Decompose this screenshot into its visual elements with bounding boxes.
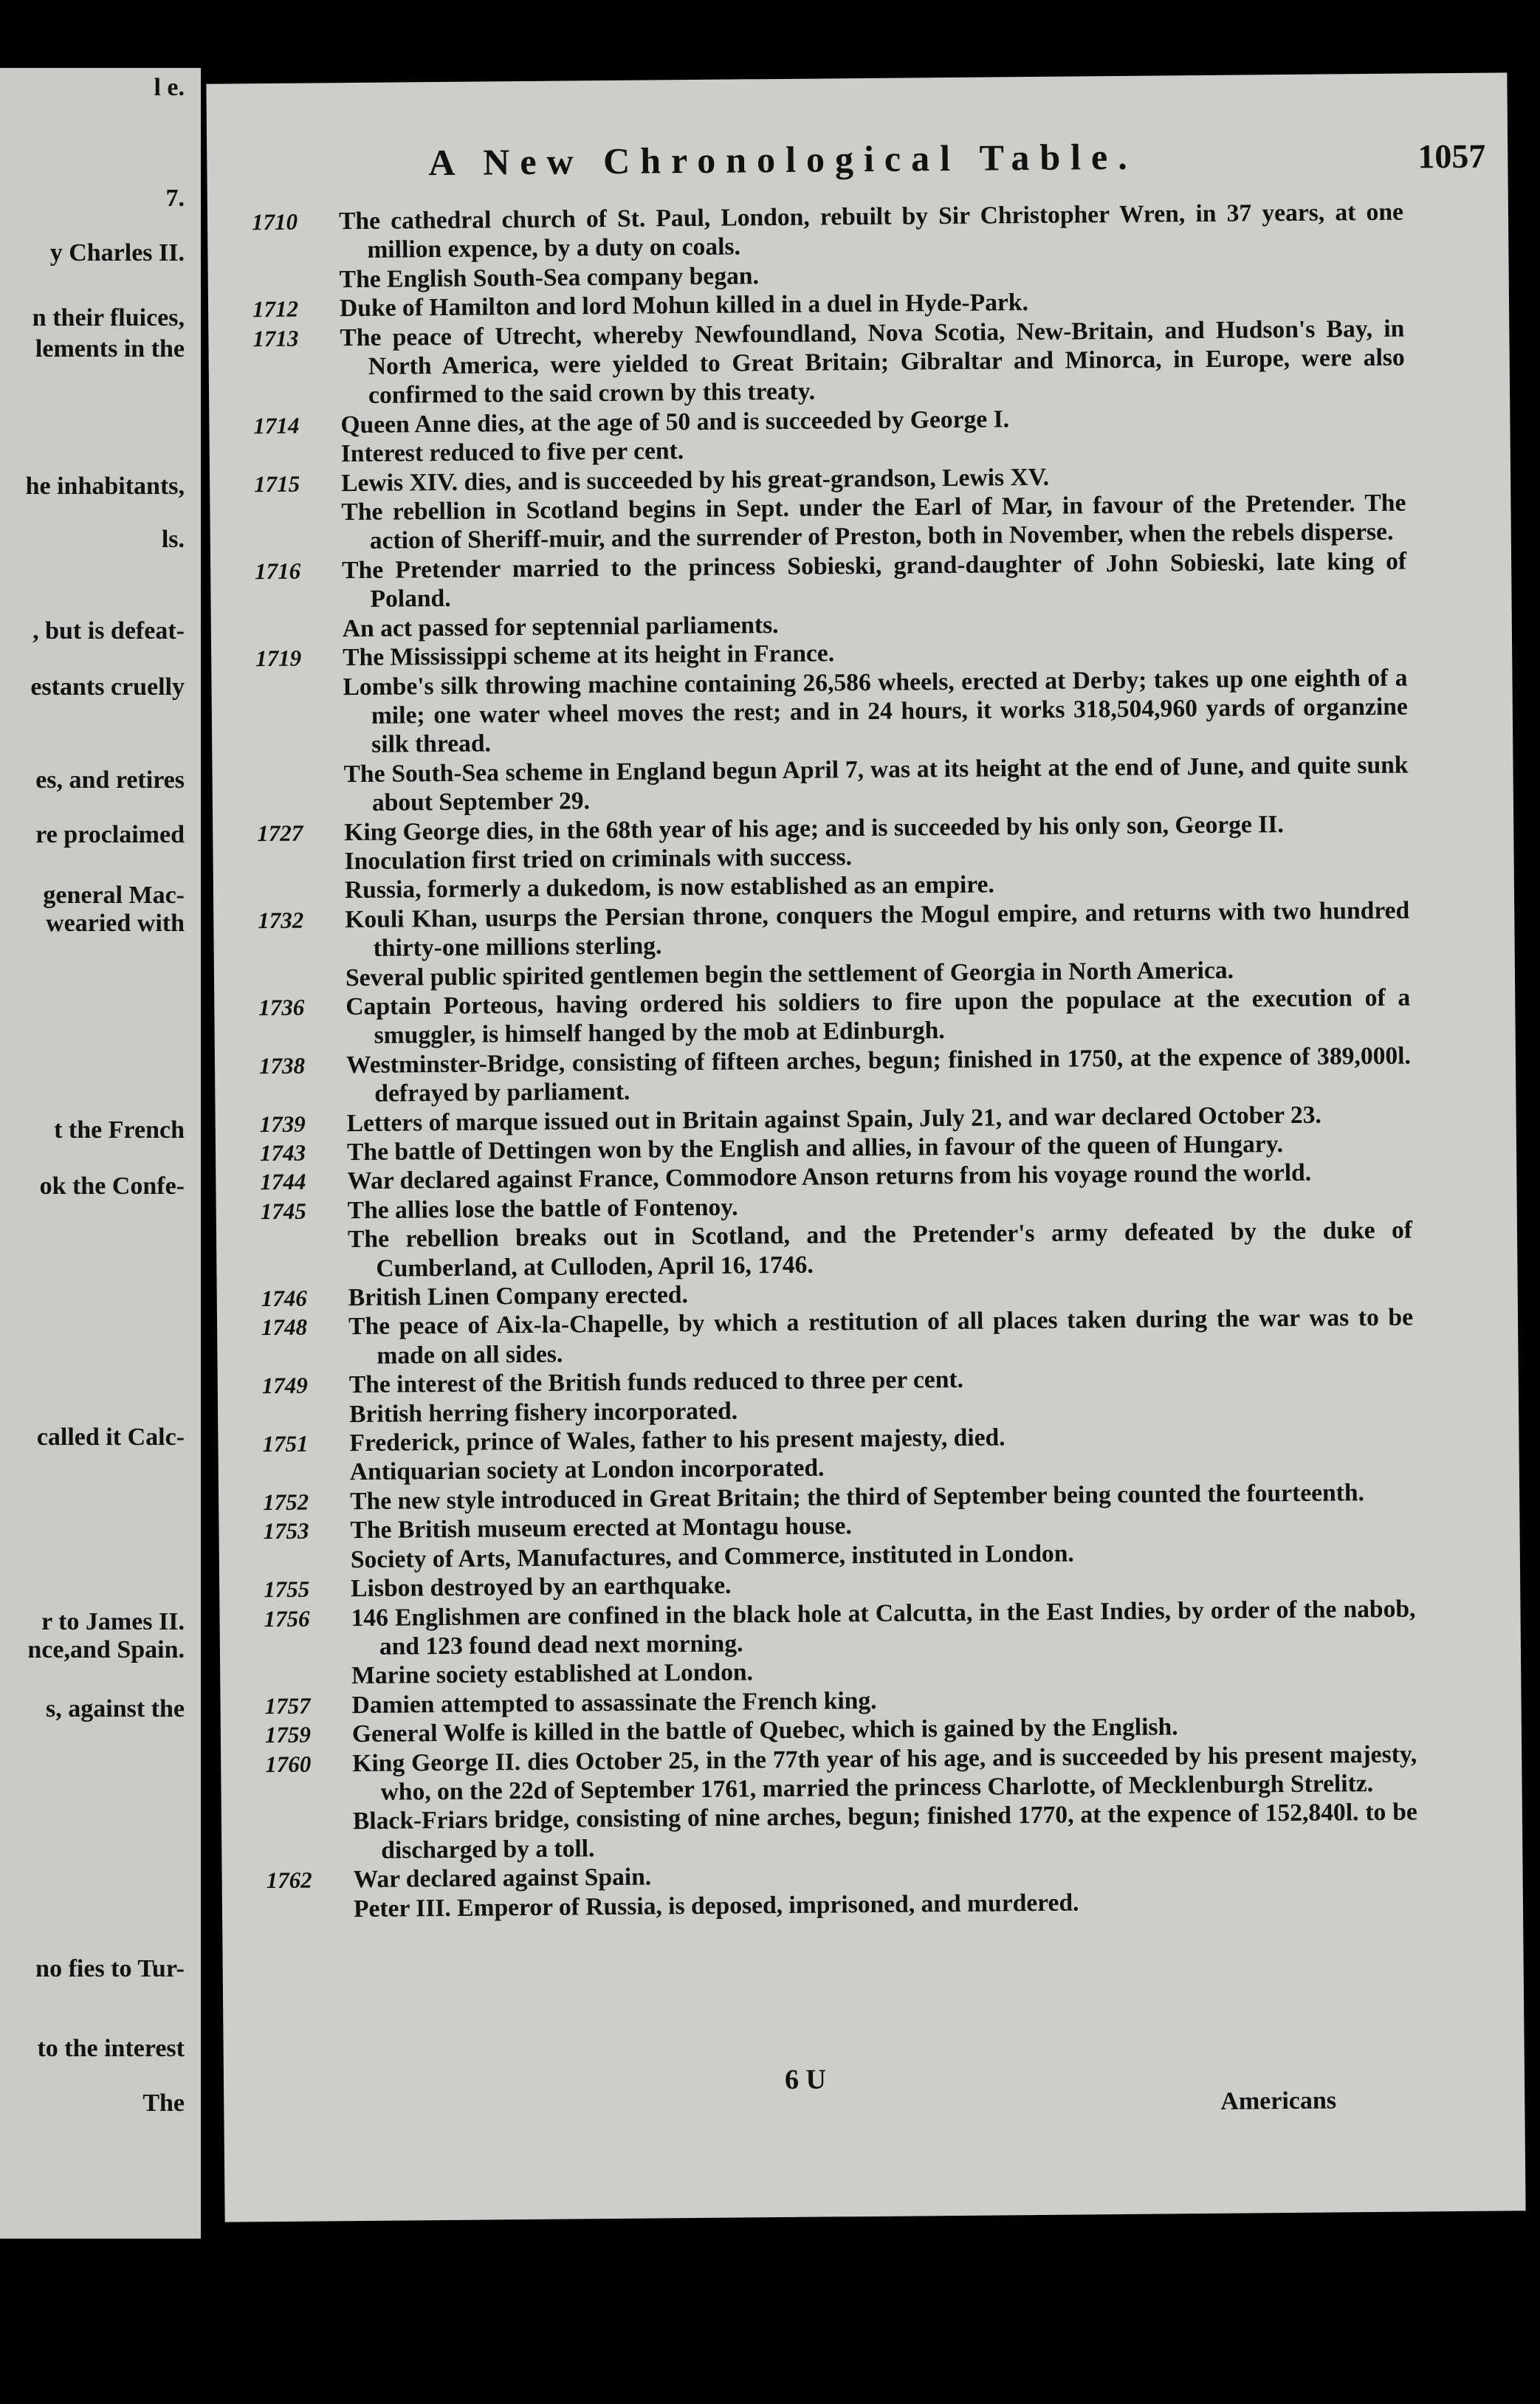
entry-year: 1719 [255,645,302,672]
entry-text: Antiquarian society at London incorporated. [349,1454,825,1486]
chronology-entry [261,1216,1413,1284]
entry-text: Lewis XIV. dies, and is succeeded by his great-grandson, Lewis XV. [340,463,1050,497]
entry-year: 1739 [259,1110,306,1137]
entry-text: An act passed for septennial parliaments. [342,611,779,642]
left-page-line: 7. [165,185,185,212]
chronology-entry [265,1740,1417,1807]
entry-text: The cathedral church of St. Paul, London, rebuilt by Sir Christopher Wren, in 37 years, at one million expence, by a duty on coals. [338,198,1404,264]
entry-year: 1744 [260,1169,306,1195]
entry-year [257,847,344,876]
entry-text: War declared against France, Commodore Anson returns from his voyage round the world. [347,1159,1312,1195]
left-page-line: re proclaimed [35,821,185,848]
entry-text: Interest reduced to five per cent. [340,437,684,468]
entry-year [267,1895,354,1924]
chronology-entry [256,750,1409,818]
entry-year [261,1225,348,1284]
left-page-line: estants cruelly [30,673,185,701]
entry-text: War declared against Spain. [353,1863,652,1894]
entry-text: Lombe's silk throwing machine containing 26,586 wheels, erected at Derby; takes up one eighth of a mile; one water wheel moves the rest; and in 24 hours, it works 318,504,960 yards of organzine silk thread. [343,664,1408,759]
entry-year: 1748 [261,1314,308,1341]
entry-year: 1756 [264,1605,310,1632]
entry-year: 1738 [258,1052,306,1079]
entry-text: The interest of the British funds reduced to three per cent. [348,1366,964,1399]
entry-year: 1757 [264,1692,311,1719]
chronology-entry [264,1594,1416,1662]
page-number: 1057 [1417,137,1486,176]
left-page-line: l e. [154,74,185,101]
chronology-entry [259,1041,1412,1109]
entry-text: Duke of Hamilton and lord Mohun killed in a duel in Hyde-Park. [339,289,1029,323]
left-page-line: n their fluices, [32,304,185,332]
entry-year: 1710 [251,208,298,236]
entry-text: Kouli Khan, usurps the Persian throne, conquers the Mogul empire, and returns with two hundred thirty-one millions sterling. [345,896,1410,962]
entry-year: 1713 [252,325,299,351]
entry-year [255,614,343,644]
entry-year [262,1400,349,1429]
left-page-line: ok the Confe- [39,1172,185,1200]
entry-text: The rebellion breaks out in Scotland, and the Pretender's army defeated by the duke of Cumberland, at Culloden, April 16, 1746. [347,1216,1413,1282]
entry-text: 146 Englishmen are confined in the black hole at Calcutta, in the East Indies, by order of the nabob, and 123 found dead next morning. [351,1595,1416,1661]
entry-year [264,1545,351,1575]
entry-text: Frederick, prince of Wales, father to his present majesty, died. [349,1423,1006,1457]
entry-text: Damien attempted to assassinate the French king. [351,1686,877,1719]
left-page-line: lements in the [35,335,185,363]
left-page-line: es, and retires [35,766,185,794]
right-page [206,72,1525,2222]
entry-text: Marine society established at London. [351,1658,754,1690]
signature-mark: 6 U [784,2064,827,2096]
left-page-line: no fies to Tur- [35,1955,185,1982]
entry-year: 1762 [266,1866,312,1894]
chronology-entry [252,198,1404,266]
entry-text: Peter III. Emperor of Russia, is deposed, imprisoned, and murdered. [353,1889,1079,1923]
chronology-entry [254,489,1406,557]
entry-text: The new style introduced in Great Britain; the third of September being counted the fourteenth. [349,1479,1365,1515]
entry-text: King George II. dies October 25, in the 77th year of his age, and is succeeded by his present majesty, who, on the 22d of September 1761, married the princess Charlotte, of Mecklenburgh Strelitz. [352,1740,1417,1806]
entry-text: Captain Porteous, having ordered his soldiers to fire upon the populace at the execution of a smuggler, is himself hanged by the mob at Edinburgh. [346,983,1411,1050]
left-page-line: to the interest [37,2035,185,2062]
left-page-line: he inhabitants, [25,473,185,500]
left-page-line: The [142,2089,185,2117]
entry-year: 1746 [261,1285,307,1312]
entry-text: The peace of Aix-la-Chapelle, by which a restitution of all places taken during the war was to be made on all sides. [348,1303,1414,1370]
entry-year [264,1661,351,1691]
entry-text: Queen Anne dies, at the age of 50 and is succeeded by George I. [340,405,1010,439]
entry-year [266,1807,354,1866]
entry-year [252,265,340,295]
left-page-line: s, against the [46,1695,185,1723]
entry-year: 1755 [264,1576,310,1603]
entry-text: The Pretender married to the princess Sobieski, grand-daughter of John Sobieski, late king of Poland. [341,547,1407,614]
chronology-entry [261,1303,1414,1371]
entry-text: Several public spirited gentlemen begin the settlement of Georgia in North America. [345,956,1234,992]
entry-year [255,673,343,760]
entry-text: King George dies, in the 68th year of his age; and is succeeded by his only son, George II. [344,810,1284,846]
entry-text: The English South-Sea company began. [339,262,760,293]
entry-year [254,498,342,557]
entry-text: British herring fishery incorporated. [348,1397,738,1428]
entry-year: 1753 [263,1517,309,1545]
entry-year: 1743 [259,1139,306,1167]
entry-text: Letters of marque issued out in Britain against Spain, July 21, and war declared October 23. [346,1101,1322,1137]
entry-year [258,964,346,993]
running-title: A New Chronological Table. [428,135,1138,184]
chronology-entry [255,663,1408,760]
chronology-entry [266,1798,1418,1866]
entry-text: The British museum erected at Montagu house. [350,1512,852,1545]
left-page-line: r to James II. [41,1608,185,1635]
chronology-entry [255,546,1407,614]
entry-year: 1760 [265,1751,312,1777]
entry-year [263,1458,350,1488]
entry-year: 1714 [253,412,300,439]
entry-text: Russia, formerly a dukedom, is now established as an empire. [344,870,995,904]
left-page-line: y Charles II. [49,239,185,267]
entry-text: The peace of Utrecht, whereby Newfoundland, Nova Scotia, New-Britain, and Hudson's Bay, in North America, were yielded to Great Britain; Gibraltar and Minorca, in Europe, were also confirmed to the said crown by this treaty. [340,315,1405,410]
chronology-entry [252,314,1405,411]
entry-year [256,760,344,819]
chronology-list [252,198,1418,1924]
entry-year: 1712 [252,295,299,323]
entry-year: 1715 [253,470,300,497]
catchword: Americans [1220,2087,1337,2115]
left-page-line: wearied with [46,910,185,937]
entry-year: 1751 [262,1430,309,1457]
left-page-line: general Mac- [43,882,185,909]
entry-year: 1732 [258,907,304,933]
left-page-fragment [0,68,201,2239]
entry-text: The allies lose the battle of Fontenoy. [347,1193,738,1224]
entry-year: 1736 [258,994,305,1021]
left-page-line: nce,and Spain. [27,1636,185,1663]
entry-year: 1759 [264,1721,312,1748]
entry-year: 1752 [263,1488,309,1516]
entry-text: Westminster-Bridge, consisting of fifteen arches, begun; finished in 1750, at the expence of 389,000l. defrayed by parliament. [346,1042,1412,1107]
entry-text: Black-Friars bridge, consisting of nine arches, begun; finished 1770, at the expence of 152,840l. to be discharged by a toll. [352,1798,1418,1864]
chronology-entry [258,983,1411,1051]
left-page-line: called it Calc- [36,1423,185,1451]
entry-text: The South-Sea scheme in England begun April 7, was at its height at the end of June, and quite sunk about September 29. [343,751,1409,817]
entry-year [254,439,341,469]
entry-text: The Mississippi scheme at its height in France. [343,639,835,672]
entry-year: 1745 [260,1198,306,1224]
entry-year: 1716 [255,557,301,585]
entry-year: 1749 [261,1372,308,1399]
entry-text: The rebellion in Scotland begins in Sept. under the Earl of Mar, in favour of the Pretender. The action of Sheriff-muir, and the surrender of Preston, both in November, when the rebels disperse. [341,489,1406,555]
entry-text: British Linen Company erected. [348,1281,689,1312]
entry-text: Society of Arts, Manufactures, and Commerce, instituted in London. [350,1539,1074,1573]
entry-year [258,876,345,905]
left-page-line: ls. [161,526,185,553]
entry-text: General Wolfe is killed in the battle of Quebec, which is gained by the English. [351,1713,1178,1748]
chronology-entry [258,896,1410,964]
entry-text: Inoculation first tried on criminals with success. [344,843,853,876]
left-page-line: , but is defeat- [32,617,185,645]
entry-text: Lisbon destroyed by an earthquake. [351,1571,732,1603]
entry-year: 1727 [257,820,303,846]
left-page-line: t the French [54,1116,185,1144]
entry-text: The battle of Dettingen won by the English and allies, in favour of the queen of Hungary. [346,1130,1284,1167]
